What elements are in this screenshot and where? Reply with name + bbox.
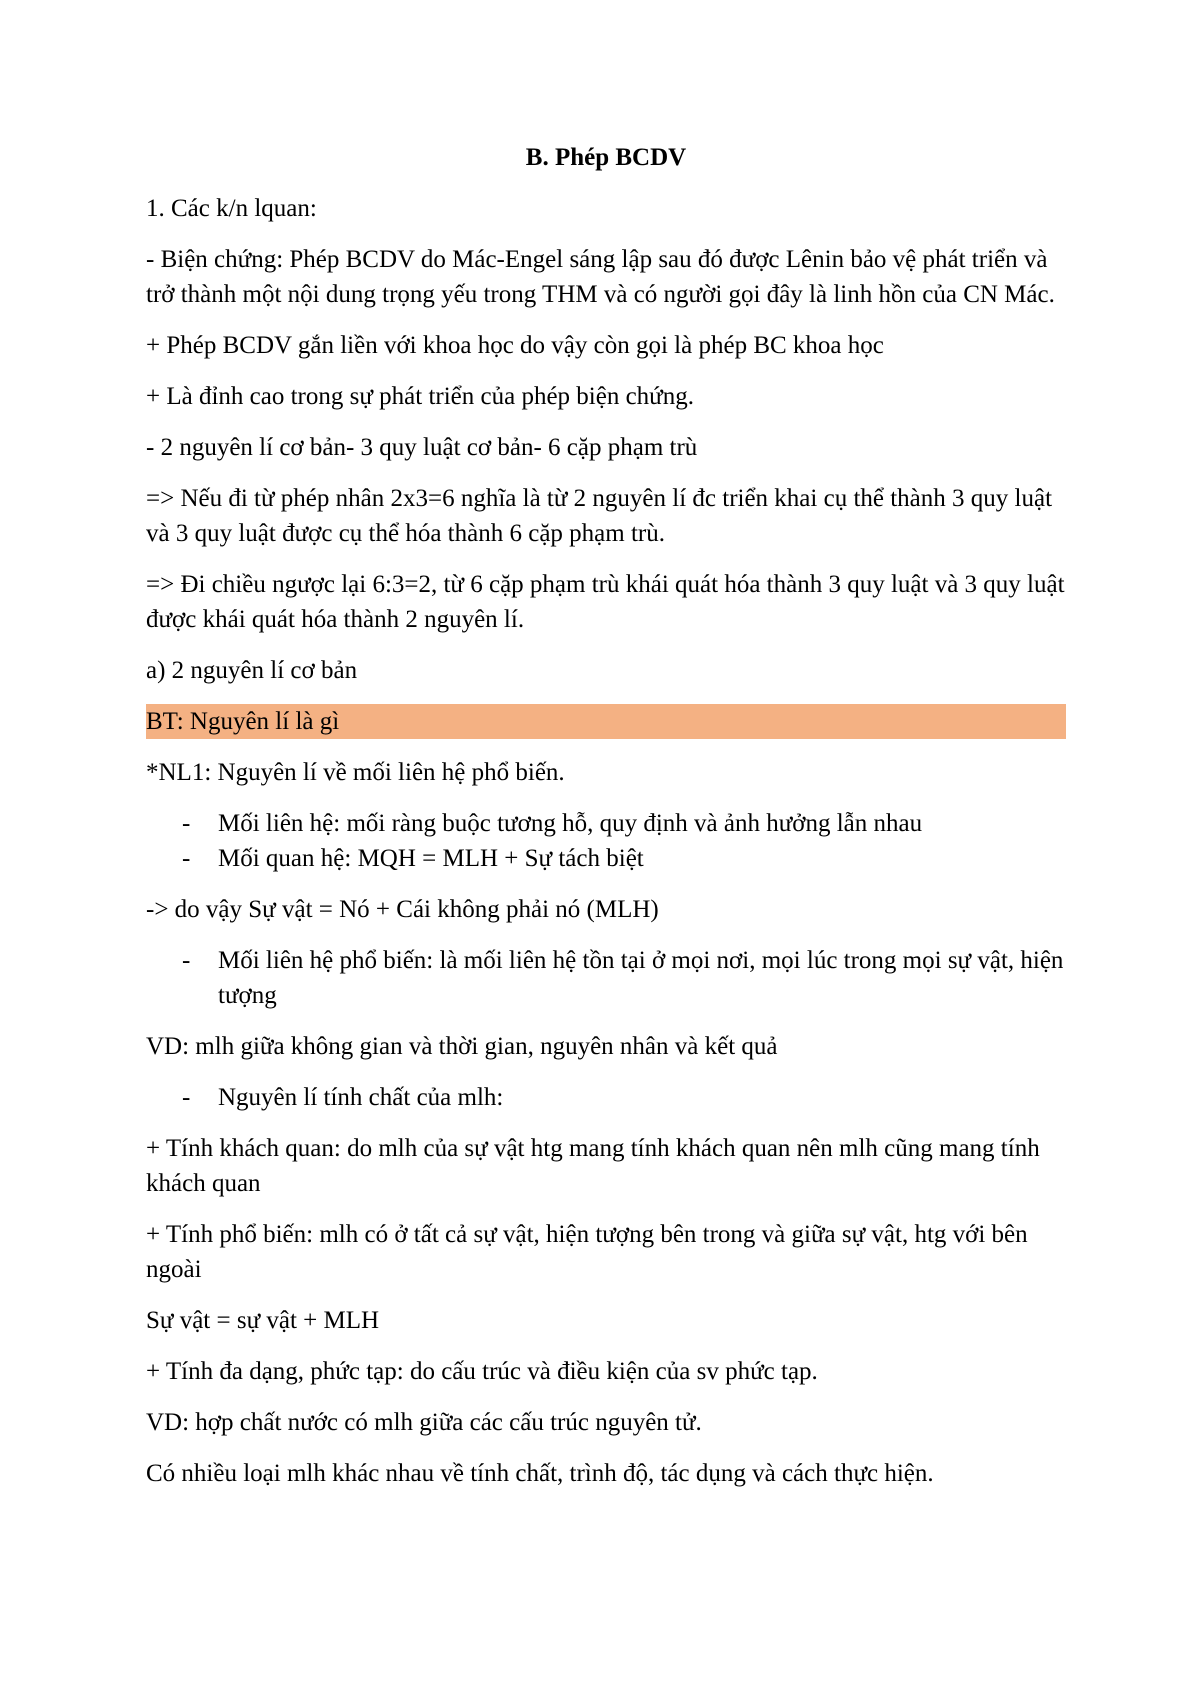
paragraph-khach-quan: + Tính khách quan: do mlh của sự vật htg mang tính khách quan nên mlh cũng mang tính khách quan (146, 1135, 1040, 1197)
document-page (146, 140, 1066, 1507)
dash-list-1 (146, 806, 1066, 876)
paragraph-nl1: *NL1: Nguyên lí về mối liên hệ phổ biến. (146, 759, 565, 786)
paragraph-vd-mlh: VD: mlh giữa không gian và thời gian, nguyên nhân và kết quả (146, 1033, 778, 1060)
paragraph-phep-nhan: => Nếu đi từ phép nhân 2x3=6 nghĩa là từ 2 nguyên lí đc triển khai cụ thể thành 3 quy luật và 3 quy luật được cụ thể hóa thành 6 cặp phạm trù. (146, 485, 1053, 547)
list-item (146, 943, 1066, 1013)
paragraph-su-vat: -> do vậy Sự vật = Nó + Cái không phải nó (MLH) (146, 896, 659, 923)
paragraph-su-vat-mlh: Sự vật = sự vật + MLH (146, 1307, 380, 1334)
paragraph-chieu-nguoc: => Đi chiều ngược lại 6:3=2, từ 6 cặp phạm trù khái quát hóa thành 3 quy luật và 3 quy luật được khái quát hóa thành 2 nguyên lí. (146, 571, 1065, 633)
dash-bullet: - (182, 947, 191, 974)
section-heading-1: 1. Các k/n lquan: (146, 195, 317, 222)
dash-list-2 (146, 943, 1066, 1013)
list-item (146, 806, 1066, 841)
dash-bullet: - (182, 810, 191, 837)
dash-bullet: - (182, 1084, 191, 1111)
paragraph-pho-bien: + Tính phổ biến: mlh có ở tất cả sự vật, hiện tượng bên trong và giữa sự vật, htg với bên ngoài (146, 1221, 1028, 1283)
document-title: B. Phép BCDV (525, 144, 687, 171)
paragraph-dinh-cao: + Là đỉnh cao trong sự phát triển của phép biện chứng. (146, 383, 694, 410)
list-item (146, 841, 1066, 876)
list-item-text: Mối quan hệ: MQH = MLH + Sự tách biệt (218, 845, 644, 872)
list-item-text: Mối liên hệ phổ biến: là mối liên hệ tồn tại ở mọi nơi, mọi lúc trong mọi sự vật, hiện tượng (218, 947, 1064, 1009)
paragraph-bien-chung: - Biện chứng: Phép BCDV do Mác-Engel sáng lập sau đó được Lênin bảo vệ phát triển và trở thành một nội dung trọng yếu trong THM và có người gọi đây là linh hồn của CN Mác. (146, 246, 1055, 308)
paragraph-vd-nuoc: VD: hợp chất nước có mlh giữa các cấu trúc nguyên tử. (146, 1409, 702, 1436)
paragraph-da-dang: + Tính đa dạng, phức tạp: do cấu trúc và điều kiện của sv phức tạp. (146, 1358, 818, 1385)
list-item-text: Mối liên hệ: mối ràng buộc tương hỗ, quy định và ảnh hưởng lẫn nhau (218, 810, 923, 837)
highlighted-question: BT: Nguyên lí là gì (146, 704, 1066, 739)
list-item-text: Nguyên lí tính chất của mlh: (218, 1084, 504, 1111)
paragraph-khoa-hoc: + Phép BCDV gắn liền với khoa học do vậy còn gọi là phép BC khoa học (146, 332, 884, 359)
section-heading-a: a) 2 nguyên lí cơ bản (146, 657, 358, 684)
list-item (146, 1080, 1066, 1115)
dash-list-3 (146, 1080, 1066, 1115)
dash-bullet: - (182, 845, 191, 872)
paragraph-nhieu-loai: Có nhiều loại mlh khác nhau về tính chất, trình độ, tác dụng và cách thực hiện. (146, 1460, 934, 1487)
paragraph-nguyen-li-quy-luat: - 2 nguyên lí cơ bản- 3 quy luật cơ bản- 6 cặp phạm trù (146, 434, 698, 461)
